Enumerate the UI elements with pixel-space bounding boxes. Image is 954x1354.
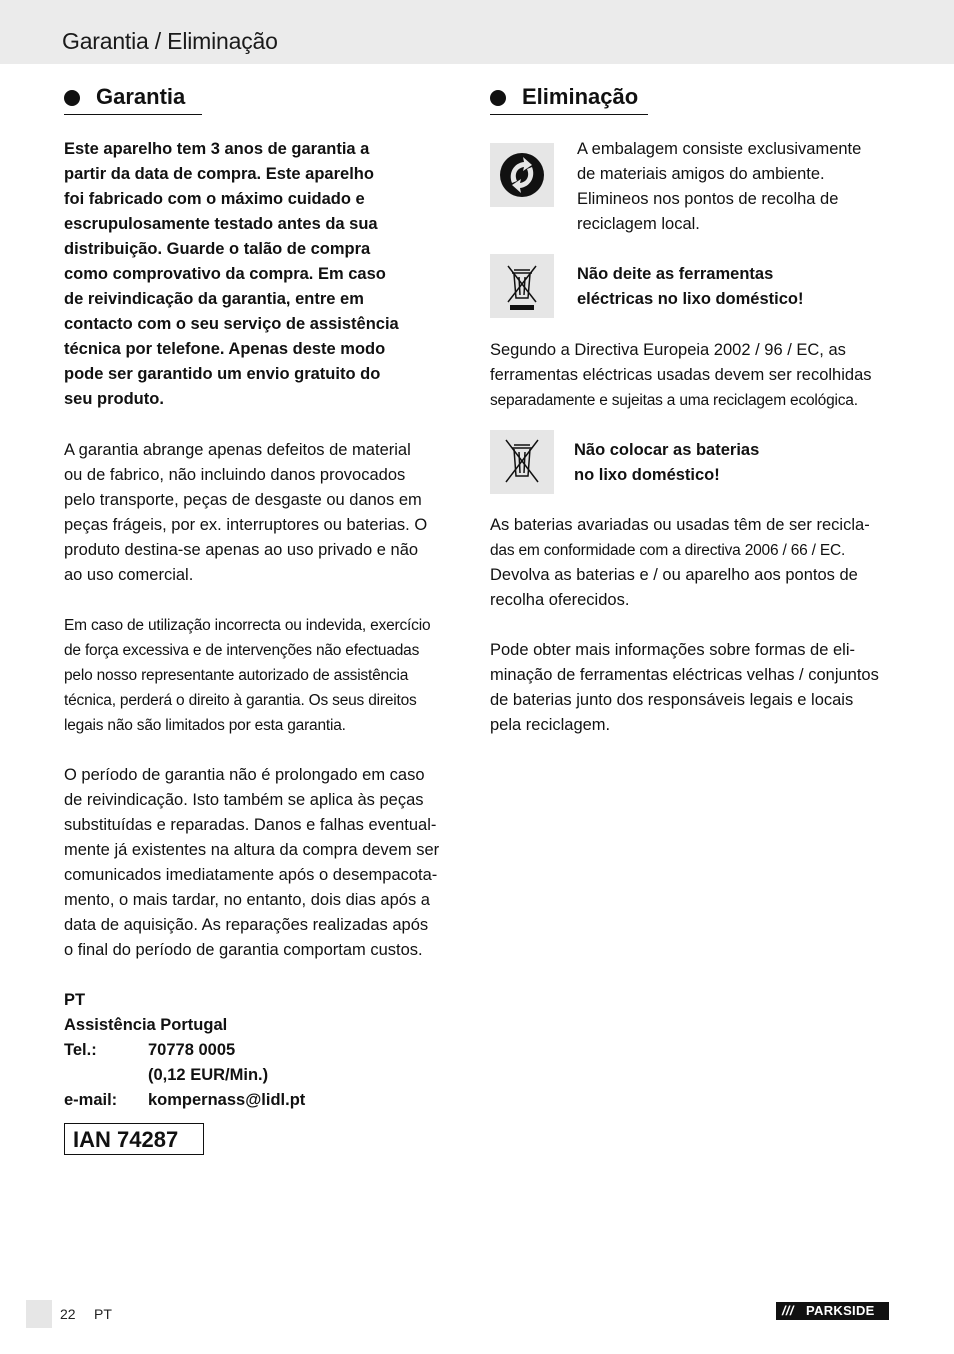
- email-link[interactable]: kompernass@lidl.pt: [148, 1091, 306, 1109]
- bullet-dot-icon: [64, 90, 80, 106]
- crossed-bin-icon: [490, 254, 554, 318]
- garantia-period-paragraph: [64, 763, 474, 963]
- parkside-logo: [776, 1302, 889, 1320]
- text-line: de baterias junto dos responsáveis legais e locais: [490, 691, 854, 709]
- contact-email-row: [64, 1088, 305, 1113]
- warning-line: Não deite as ferramentas: [577, 265, 774, 283]
- language-code: PT: [94, 1306, 112, 1322]
- email-label: e-mail:: [64, 1091, 118, 1109]
- text-line: mente já existentes na altura da compra devem ser: [64, 841, 440, 859]
- battery-paragraph: [490, 513, 900, 613]
- text-line: pelo transporte, peças de desgaste ou danos em: [64, 491, 422, 509]
- warning-line: no lixo doméstico!: [574, 466, 720, 484]
- footer-tab: [26, 1300, 52, 1328]
- text-line: mento, o mais tardar, no entanto, dois dias após a: [64, 891, 430, 909]
- battery-warning: [574, 438, 894, 488]
- page-title: Garantia / Eliminação: [62, 28, 278, 54]
- contact-tel-row: [64, 1038, 305, 1063]
- text-line: A garantia abrange apenas defeitos de material: [64, 441, 411, 459]
- intro-line: Este aparelho tem 3 anos de garantia a: [64, 140, 370, 158]
- intro-line: técnica por telefone. Apenas deste modo: [64, 340, 386, 358]
- intro-line: como comprovativo da compra. Em caso: [64, 265, 386, 283]
- text-line: peças frágeis, por ex. interruptores ou baterias. O: [64, 516, 428, 534]
- intro-line: de reivindicação da garantia, entre em: [64, 290, 364, 308]
- contact-country: PT: [64, 991, 86, 1009]
- packaging-paragraph: [577, 137, 897, 237]
- recycling-icon: [490, 143, 554, 207]
- text-line: ou de fabrico, não incluindo danos provocados: [64, 466, 406, 484]
- text-line: Devolva as baterias e / ou aparelho aos pontos de: [490, 566, 858, 584]
- eliminacao-title: Eliminação: [522, 84, 639, 109]
- intro-line: escrupulosamente testado antes da sua: [64, 215, 378, 233]
- text-line: recolha oferecidos.: [490, 591, 630, 609]
- intro-line: contacto com o seu serviço de assistência: [64, 315, 399, 333]
- eliminacao-heading: [490, 84, 648, 115]
- logo-text: PARKSIDE: [806, 1303, 875, 1318]
- ian-number-box: IAN 74287: [64, 1123, 204, 1155]
- text-line: Segundo a Directiva Europeia 2002 / 96 / EC, as: [490, 341, 846, 359]
- text-line: produto destina-se apenas ao uso privado e não: [64, 541, 419, 559]
- warning-line: eléctricas no lixo doméstico!: [577, 290, 804, 308]
- intro-line: pode ser garantido um envio gratuito do: [64, 365, 381, 383]
- tel-label: Tel.:: [64, 1041, 97, 1059]
- garantia-title: Garantia: [96, 84, 186, 109]
- text-line: legais não são limitados por esta garantia.: [64, 717, 346, 734]
- tel-rate: (0,12 EUR/Min.): [148, 1066, 269, 1084]
- tools-warning: [577, 262, 897, 312]
- text-line: Elimineos nos pontos de recolha de: [577, 190, 839, 208]
- text-line: As baterias avariadas ou usadas têm de ser recicla-: [490, 516, 870, 534]
- text-line: substituídas e reparadas. Danos e falhas eventual-: [64, 816, 437, 834]
- text-line: separadamente e sujeitas a uma reciclagem ecológica.: [490, 392, 858, 409]
- text-line: A embalagem consiste exclusivamente: [577, 140, 862, 158]
- crossed-bin-battery-icon: [490, 430, 554, 494]
- warning-line: Não colocar as baterias: [574, 441, 760, 459]
- intro-line: partir da data de compra. Este aparelho: [64, 165, 374, 183]
- text-line: pelo nosso representante autorizado de assistência: [64, 667, 409, 684]
- contact-rate-row: [64, 1063, 305, 1088]
- text-line: de força excessiva e de intervenções não efectuadas: [64, 642, 420, 659]
- garantia-coverage-paragraph: [64, 438, 474, 588]
- text-line: de reivindicação. Isto também se aplica às peças: [64, 791, 424, 809]
- text-line: técnica, perderá o direito à garantia. Os seus direitos: [64, 692, 417, 709]
- page-number: 22: [60, 1306, 76, 1322]
- garantia-misuse-paragraph: [64, 613, 474, 738]
- text-line: Em caso de utilização incorrecta ou indevida, exercício: [64, 617, 431, 634]
- directive-paragraph: [490, 338, 900, 413]
- tel-value[interactable]: 70778 0005: [148, 1041, 236, 1059]
- text-line: minação de ferramentas eléctricas velhas / conjuntos: [490, 666, 879, 684]
- text-line: comunicados imediatamente após o desempacota-: [64, 866, 438, 884]
- text-line: ferramentas eléctricas usadas devem ser recolhidas: [490, 366, 872, 384]
- text-line: o final do período de garantia comportam custos.: [64, 941, 423, 959]
- intro-line: foi fabricado com o máximo cuidado e: [64, 190, 365, 208]
- service-contact-block: [64, 988, 305, 1113]
- bullet-dot-icon: [490, 90, 506, 106]
- contact-service-name: Assistência Portugal: [64, 1016, 228, 1034]
- text-line: de materiais amigos do ambiente.: [577, 165, 825, 183]
- text-line: data de aquisição. As reparações realizadas após: [64, 916, 429, 934]
- info-paragraph: [490, 638, 900, 738]
- text-line: reciclagem local.: [577, 215, 700, 233]
- intro-line: distribuição. Guarde o talão de compra: [64, 240, 371, 258]
- text-line: O período de garantia não é prolongado em caso: [64, 766, 425, 784]
- text-line: Pode obter mais informações sobre formas de eli-: [490, 641, 855, 659]
- garantia-intro: [64, 137, 474, 412]
- garantia-heading: [64, 84, 202, 115]
- text-line: das em conformidade com a directiva 2006 / 66 / EC.: [490, 542, 846, 559]
- intro-line: seu produto.: [64, 390, 164, 408]
- text-line: pela reciclagem.: [490, 716, 611, 734]
- text-line: ao uso comercial.: [64, 566, 194, 584]
- logo-slashes: ///: [782, 1303, 794, 1318]
